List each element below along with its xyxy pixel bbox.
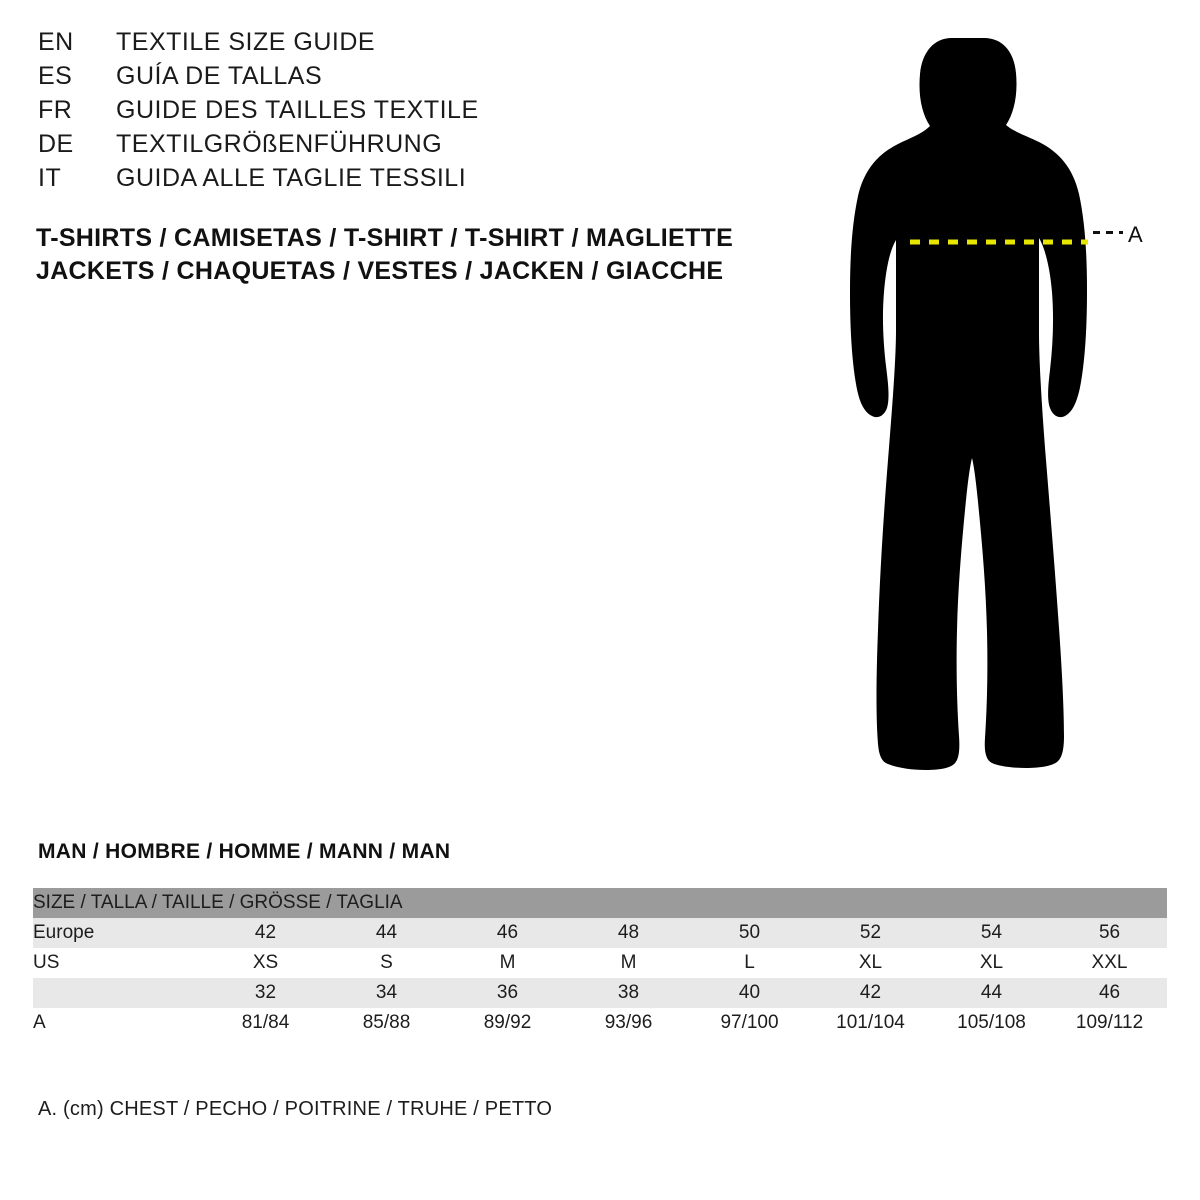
cell-a-1: 81/84	[205, 1008, 326, 1038]
cell-a-6: 101/104	[810, 1008, 931, 1038]
cell-europe-6: 52	[810, 918, 931, 948]
cell-us-8: XXL	[1052, 948, 1167, 978]
language-row-es	[38, 62, 738, 96]
cell-numeric-7: 44	[931, 978, 1052, 1008]
cell-us-2: S	[326, 948, 447, 978]
cell-europe-1: 42	[205, 918, 326, 948]
cell-europe-2: 44	[326, 918, 447, 948]
language-code-en: EN	[38, 28, 74, 56]
cell-a-4: 93/96	[568, 1008, 689, 1038]
cell-numeric-5: 40	[689, 978, 810, 1008]
language-row-fr	[38, 96, 738, 130]
table-section-title: MAN / HOMBRE / HOMME / MANN / MAN	[38, 840, 451, 863]
cell-a-8: 109/112	[1052, 1008, 1167, 1038]
table-row	[33, 978, 1167, 1008]
body-silhouette-figure	[820, 20, 1180, 790]
cell-numeric-8: 46	[1052, 978, 1167, 1008]
table-row	[33, 948, 1167, 978]
cell-numeric-6: 42	[810, 978, 931, 1008]
measure-leader-dashes	[1093, 231, 1123, 234]
cell-europe-5: 50	[689, 918, 810, 948]
cell-us-5: L	[689, 948, 810, 978]
cell-us-7: XL	[931, 948, 1052, 978]
row-label-a: A	[33, 1008, 205, 1038]
cell-numeric-3: 36	[447, 978, 568, 1008]
table-header-label: SIZE / TALLA / TAILLE / GRÖSSE / TAGLIA	[33, 888, 1167, 918]
language-text-es: GUÍA DE TALLAS	[116, 62, 323, 90]
garment-categories	[36, 222, 796, 288]
cell-a-5: 97/100	[689, 1008, 810, 1038]
table-row	[33, 1008, 1167, 1038]
row-label-europe: Europe	[33, 918, 205, 948]
language-row-en	[38, 28, 738, 62]
table-footnote: A. (cm) CHEST / PECHO / POITRINE / TRUHE / PETTO	[38, 1098, 553, 1120]
language-code-it: IT	[38, 164, 62, 192]
category-jackets: JACKETS / CHAQUETAS / VESTES / JACKEN / GIACCHE	[36, 257, 724, 285]
cell-us-3: M	[447, 948, 568, 978]
row-label-us: US	[33, 948, 205, 978]
cell-numeric-1: 32	[205, 978, 326, 1008]
language-text-de: TEXTILGRÖßENFÜHRUNG	[116, 130, 443, 158]
cell-europe-8: 56	[1052, 918, 1167, 948]
cell-europe-3: 46	[447, 918, 568, 948]
language-text-fr: GUIDE DES TAILLES TEXTILE	[116, 96, 479, 124]
language-text-en: TEXTILE SIZE GUIDE	[116, 28, 376, 56]
size-table	[33, 888, 1167, 1038]
category-tshirts: T-SHIRTS / CAMISETAS / T-SHIRT / T-SHIRT / MAGLIETTE	[36, 224, 734, 252]
cell-a-2: 85/88	[326, 1008, 447, 1038]
table-row	[33, 918, 1167, 948]
row-label-numeric	[33, 978, 205, 1008]
language-code-de: DE	[38, 130, 74, 158]
cell-us-4: M	[568, 948, 689, 978]
language-list	[38, 28, 738, 198]
cell-numeric-2: 34	[326, 978, 447, 1008]
language-code-fr: FR	[38, 96, 73, 124]
language-row-it	[38, 164, 738, 198]
table-header-row	[33, 888, 1167, 918]
language-code-es: ES	[38, 62, 73, 90]
cell-a-3: 89/92	[447, 1008, 568, 1038]
cell-us-6: XL	[810, 948, 931, 978]
cell-a-7: 105/108	[931, 1008, 1052, 1038]
language-text-it: GUIDA ALLE TAGLIE TESSILI	[116, 164, 467, 192]
silhouette-shape	[850, 38, 1087, 770]
measure-label-a: A	[1128, 222, 1143, 247]
cell-numeric-4: 38	[568, 978, 689, 1008]
language-row-de	[38, 130, 738, 164]
cell-us-1: XS	[205, 948, 326, 978]
cell-europe-7: 54	[931, 918, 1052, 948]
cell-europe-4: 48	[568, 918, 689, 948]
